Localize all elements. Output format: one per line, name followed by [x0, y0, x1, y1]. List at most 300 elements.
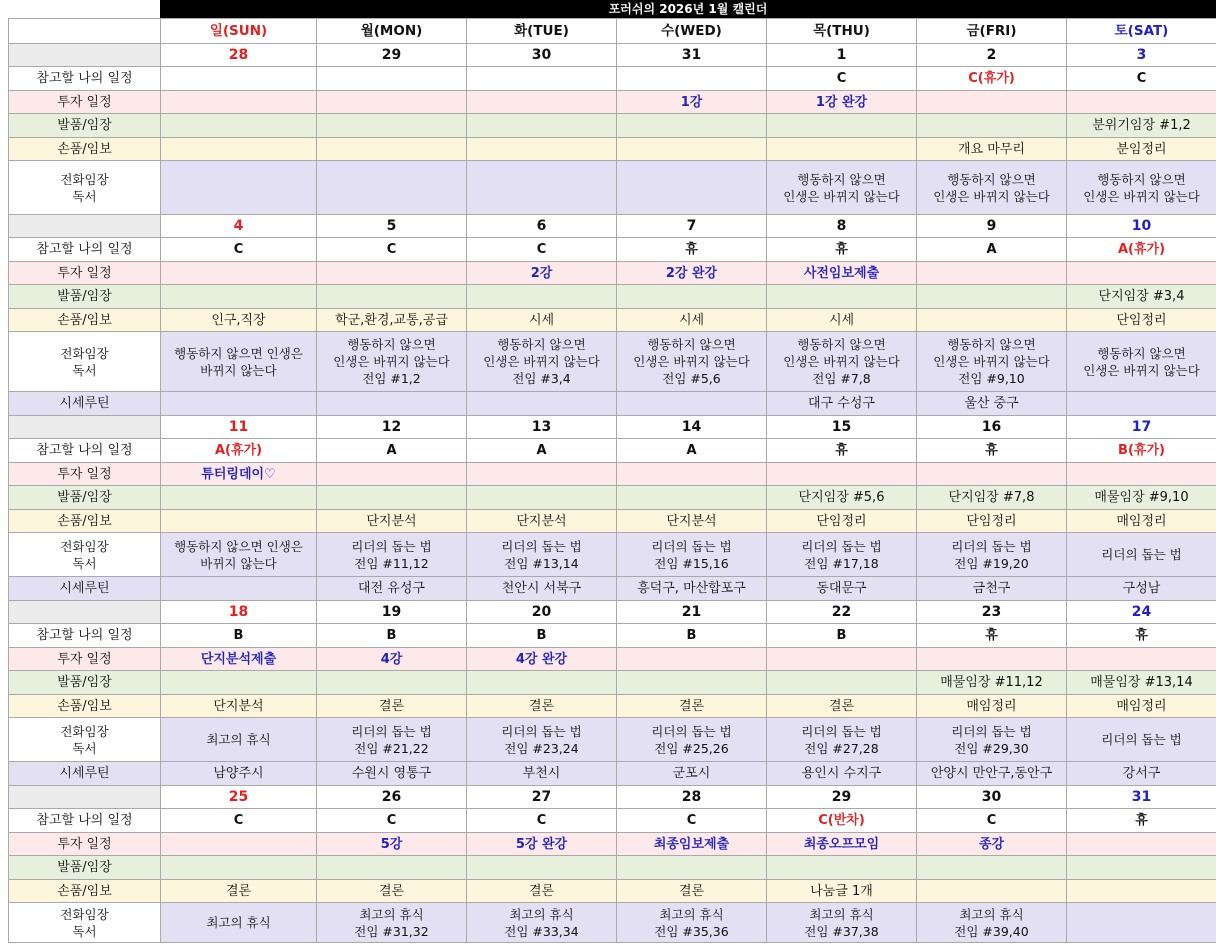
phone-reading-cell — [161, 718, 317, 762]
investment-cell: 5강 완강 — [467, 833, 617, 856]
my-schedule-cell: B — [767, 624, 917, 648]
price-routine-cell: 울산 중구 — [917, 392, 1067, 416]
reading-label: 독서 — [72, 740, 97, 756]
desk-research-cell: 매임정리 — [1067, 510, 1216, 533]
desk-research-cell: 결론 — [317, 695, 467, 718]
date-cell: 12 — [317, 416, 467, 439]
header-corner — [9, 19, 161, 44]
phone-reading-cell — [1067, 533, 1216, 577]
phone-reading-row — [9, 903, 1216, 943]
phone-reading-cell — [317, 332, 467, 392]
field-visit-cell: 단지임장 #5,6 — [767, 486, 917, 510]
my-schedule-cell: 휴 — [1067, 809, 1216, 833]
my-schedule-cell: C — [161, 809, 317, 833]
desk-research-row — [9, 880, 1216, 903]
phone-reading-line: 전임 #3,4 — [512, 371, 571, 386]
investment-cell — [1067, 262, 1216, 285]
desk-research-cell: 매임정리 — [917, 695, 1067, 718]
my-schedule-cell: C — [467, 238, 617, 262]
my-schedule-row — [9, 439, 1216, 463]
price-routine-row — [9, 577, 1216, 601]
phone-reading-cell — [917, 718, 1067, 762]
my-schedule-cell: A — [317, 439, 467, 463]
desk-research-cell: 단임정리 — [1067, 309, 1216, 332]
investment-label: 투자 일정 — [9, 262, 161, 285]
date-cell: 19 — [317, 601, 467, 624]
date-cell: 13 — [467, 416, 617, 439]
desk-research-row — [9, 138, 1216, 161]
investment-cell — [317, 262, 467, 285]
investment-cell — [317, 91, 467, 114]
phone-reading-line: 인생은 바뀌지 않는다 — [933, 188, 1050, 204]
my-schedule-label: 참고할 나의 일정 — [9, 624, 161, 648]
phone-reading-line: 전임 #1,2 — [362, 371, 421, 386]
investment-cell: 4강 완강 — [467, 648, 617, 671]
phone-reading-line: 행동하지 않으면 — [647, 337, 736, 352]
desk-research-cell — [917, 309, 1067, 332]
investment-cell — [161, 262, 317, 285]
phone-reading-line: 리더의 돕는 법 — [1101, 732, 1182, 747]
investment-cell — [317, 463, 467, 486]
field-visit-cell: 단지임장 #7,8 — [917, 486, 1067, 510]
price-routine-cell: 구성남 — [1067, 577, 1216, 601]
field-visit-row — [9, 285, 1216, 309]
field-visit-cell — [767, 114, 917, 138]
date-cell: 31 — [1067, 786, 1216, 809]
price-routine-cell: 강서구 — [1067, 762, 1216, 786]
price-routine-cell: 동대문구 — [767, 577, 917, 601]
phone-reading-cell — [161, 332, 317, 392]
phone-reading-cell — [467, 903, 617, 943]
investment-cell: 1강 완강 — [767, 91, 917, 114]
calendar-body — [9, 19, 1216, 943]
date-cell: 1 — [767, 44, 917, 67]
phone-reading-cell — [917, 533, 1067, 577]
desk-research-cell: 결론 — [467, 880, 617, 903]
field-visit-cell — [317, 856, 467, 880]
investment-cell: 튜터링데이♡ — [161, 463, 317, 486]
my-schedule-cell: A — [617, 439, 767, 463]
field-visit-cell — [317, 486, 467, 510]
investment-cell — [617, 648, 767, 671]
investment-cell: 최종임보제출 — [617, 833, 767, 856]
my-schedule-label: 참고할 나의 일정 — [9, 439, 161, 463]
date-cell: 30 — [467, 44, 617, 67]
date-cell: 6 — [467, 215, 617, 238]
investment-label: 투자 일정 — [9, 648, 161, 671]
weekday-header-row — [9, 19, 1216, 44]
phone-reading-line: 전임 #39,40 — [954, 923, 1029, 939]
field-visit-label: 발품/임장 — [9, 114, 161, 138]
desk-research-cell: 결론 — [767, 695, 917, 718]
date-cell: 5 — [317, 215, 467, 238]
date-cell: 27 — [467, 786, 617, 809]
phone-reading-cell — [917, 161, 1067, 215]
field-visit-cell — [767, 856, 917, 880]
date-cell: 18 — [161, 601, 317, 624]
my-schedule-cell: 휴 — [917, 439, 1067, 463]
desk-research-cell — [767, 138, 917, 161]
date-row-label — [9, 215, 161, 238]
phone-reading-cell — [1067, 718, 1216, 762]
investment-cell — [1067, 648, 1216, 671]
field-visit-cell — [317, 671, 467, 695]
field-visit-cell — [617, 114, 767, 138]
desk-research-cell: 단임정리 — [917, 510, 1067, 533]
phone-reading-line: 행동하지 않으면 — [1097, 171, 1186, 187]
investment-row — [9, 648, 1216, 671]
investment-cell: 단지분석제출 — [161, 648, 317, 671]
phone-reading-cell — [1067, 332, 1216, 392]
investment-cell — [917, 463, 1067, 486]
phone-reading-line: 행동하지 않으면 — [947, 171, 1036, 187]
phone-reading-line: 인생은 바뀌지 않는다 — [483, 354, 600, 369]
price-routine-cell — [161, 392, 317, 416]
field-visit-cell — [467, 486, 617, 510]
desk-research-cell: 개요 마무리 — [917, 138, 1067, 161]
price-routine-label: 시세루틴 — [9, 762, 161, 786]
desk-research-cell: 결론 — [617, 880, 767, 903]
field-visit-cell — [161, 285, 317, 309]
desk-research-label: 손품/임보 — [9, 510, 161, 533]
desk-research-cell — [617, 138, 767, 161]
investment-cell: 4강 — [317, 648, 467, 671]
field-visit-cell: 단지임장 #3,4 — [1067, 285, 1216, 309]
my-schedule-cell: A(휴가) — [161, 439, 317, 463]
field-visit-cell — [917, 114, 1067, 138]
desk-research-cell — [161, 138, 317, 161]
phone-reading-line: 전임 #27,28 — [804, 740, 879, 756]
phone-visit-label: 전화임장 — [60, 723, 109, 739]
my-schedule-cell: C — [161, 238, 317, 262]
investment-cell — [917, 262, 1067, 285]
investment-cell: 1강 — [617, 91, 767, 114]
reading-label: 독서 — [72, 923, 97, 939]
phone-reading-row — [9, 718, 1216, 762]
phone-reading-cell — [467, 332, 617, 392]
date-row — [9, 215, 1216, 238]
desk-research-row — [9, 695, 1216, 718]
desk-research-cell: 단지분석 — [317, 510, 467, 533]
my-schedule-row — [9, 809, 1216, 833]
weekday-fri: 금(FRI) — [917, 19, 1067, 44]
field-visit-label: 발품/임장 — [9, 285, 161, 309]
weekday-tue: 화(TUE) — [467, 19, 617, 44]
desk-research-label: 손품/임보 — [9, 880, 161, 903]
date-cell: 31 — [617, 44, 767, 67]
desk-research-cell: 매임정리 — [1067, 695, 1216, 718]
phone-reading-line: 전임 #33,34 — [504, 923, 579, 939]
my-schedule-cell: C — [1067, 67, 1216, 91]
date-cell: 3 — [1067, 44, 1216, 67]
date-cell: 24 — [1067, 601, 1216, 624]
phone-reading-cell — [617, 533, 767, 577]
desk-research-cell — [161, 510, 317, 533]
phone-reading-label — [9, 161, 161, 215]
desk-research-cell: 시세 — [467, 309, 617, 332]
investment-row — [9, 833, 1216, 856]
phone-reading-line: 전임 #5,6 — [662, 371, 721, 386]
investment-cell: 최종오프모임 — [767, 833, 917, 856]
phone-reading-line: 최고의 휴식 — [809, 906, 874, 922]
investment-cell: 2강 완강 — [617, 262, 767, 285]
phone-reading-line: 리더의 돕는 법 — [351, 723, 432, 739]
my-schedule-cell: 휴 — [767, 439, 917, 463]
price-routine-cell: 흥덕구, 마산합포구 — [617, 577, 767, 601]
phone-reading-line: 리더의 돕는 법 — [951, 538, 1032, 554]
phone-reading-cell — [617, 718, 767, 762]
my-schedule-cell: A — [467, 439, 617, 463]
desk-research-cell: 단지분석 — [467, 510, 617, 533]
phone-reading-cell — [467, 161, 617, 215]
phone-reading-cell — [767, 161, 917, 215]
date-cell: 29 — [767, 786, 917, 809]
investment-cell — [467, 463, 617, 486]
price-routine-cell: 부천시 — [467, 762, 617, 786]
my-schedule-cell: C — [317, 809, 467, 833]
date-cell: 2 — [917, 44, 1067, 67]
investment-cell — [161, 833, 317, 856]
desk-research-cell — [317, 138, 467, 161]
field-visit-row — [9, 114, 1216, 138]
field-visit-cell — [767, 285, 917, 309]
field-visit-row — [9, 856, 1216, 880]
field-visit-cell — [161, 114, 317, 138]
field-visit-label: 발품/임장 — [9, 486, 161, 510]
investment-cell — [617, 463, 767, 486]
phone-reading-label — [9, 533, 161, 577]
desk-research-cell: 시세 — [617, 309, 767, 332]
phone-reading-line: 전임 #9,10 — [958, 371, 1025, 386]
phone-visit-label: 전화임장 — [60, 906, 109, 922]
date-cell: 17 — [1067, 416, 1216, 439]
desk-research-cell: 결론 — [317, 880, 467, 903]
field-visit-cell — [317, 285, 467, 309]
date-cell: 23 — [917, 601, 1067, 624]
price-routine-cell: 수원시 영통구 — [317, 762, 467, 786]
phone-reading-line: 리더의 돕는 법 — [1101, 547, 1182, 562]
phone-reading-line: 행동하지 않으면 인생은 — [174, 345, 303, 361]
desk-research-cell — [917, 880, 1067, 903]
my-schedule-cell: A — [917, 238, 1067, 262]
phone-reading-line: 전임 #35,36 — [654, 923, 729, 939]
field-visit-cell: 매물임장 #11,12 — [917, 671, 1067, 695]
phone-visit-label: 전화임장 — [60, 538, 109, 554]
field-visit-cell — [767, 671, 917, 695]
my-schedule-cell: 휴 — [917, 624, 1067, 648]
phone-reading-cell — [767, 903, 917, 943]
reading-label: 독서 — [72, 555, 97, 571]
field-visit-cell — [617, 671, 767, 695]
phone-reading-line: 행동하지 않으면 — [797, 337, 886, 352]
my-schedule-cell: C — [767, 67, 917, 91]
field-visit-cell — [161, 486, 317, 510]
phone-visit-label: 전화임장 — [60, 345, 109, 361]
field-visit-cell — [1067, 856, 1216, 880]
phone-reading-line: 리더의 돕는 법 — [501, 538, 582, 554]
weekday-wed: 수(WED) — [617, 19, 767, 44]
phone-reading-line: 인생은 바뀌지 않는다 — [783, 354, 900, 369]
my-schedule-cell: 휴 — [767, 238, 917, 262]
date-cell: 15 — [767, 416, 917, 439]
price-routine-label: 시세루틴 — [9, 392, 161, 416]
reading-label: 독서 — [72, 362, 97, 378]
phone-reading-line: 전임 #37,38 — [804, 923, 879, 939]
investment-cell: 사전임보제출 — [767, 262, 917, 285]
price-routine-cell: 군포시 — [617, 762, 767, 786]
phone-reading-line: 리더의 돕는 법 — [801, 538, 882, 554]
price-routine-cell: 금천구 — [917, 577, 1067, 601]
date-row — [9, 786, 1216, 809]
price-routine-cell — [161, 577, 317, 601]
my-schedule-cell — [317, 67, 467, 91]
investment-label: 투자 일정 — [9, 91, 161, 114]
phone-reading-line: 행동하지 않으면 — [797, 171, 886, 187]
price-routine-cell: 대구 수성구 — [767, 392, 917, 416]
phone-reading-line: 리더의 돕는 법 — [951, 723, 1032, 739]
date-row — [9, 44, 1216, 67]
phone-reading-line: 전임 #13,14 — [504, 555, 579, 571]
phone-reading-label — [9, 332, 161, 392]
phone-reading-line: 인생은 바뀌지 않는다 — [633, 354, 750, 369]
phone-reading-cell — [467, 533, 617, 577]
phone-reading-line: 최고의 휴식 — [509, 906, 574, 922]
field-visit-label: 발품/임장 — [9, 856, 161, 880]
date-cell: 26 — [317, 786, 467, 809]
field-visit-row — [9, 486, 1216, 510]
field-visit-cell: 분위기임장 #1,2 — [1067, 114, 1216, 138]
investment-row — [9, 91, 1216, 114]
date-cell: 21 — [617, 601, 767, 624]
price-routine-row — [9, 392, 1216, 416]
desk-research-row — [9, 309, 1216, 332]
price-routine-cell: 대전 유성구 — [317, 577, 467, 601]
investment-cell — [1067, 833, 1216, 856]
date-cell: 8 — [767, 215, 917, 238]
date-cell: 11 — [161, 416, 317, 439]
date-cell: 22 — [767, 601, 917, 624]
phone-reading-cell — [317, 903, 467, 943]
phone-reading-cell — [917, 903, 1067, 943]
phone-reading-line: 최고의 휴식 — [359, 906, 424, 922]
phone-visit-label: 전화임장 — [60, 171, 109, 187]
my-schedule-cell — [161, 67, 317, 91]
field-visit-cell — [917, 285, 1067, 309]
reading-label: 독서 — [72, 188, 97, 204]
desk-research-cell: 인구,직장 — [161, 309, 317, 332]
my-schedule-cell: B(휴가) — [1067, 439, 1216, 463]
phone-reading-line: 인생은 바뀌지 않는다 — [333, 354, 450, 369]
date-cell: 16 — [917, 416, 1067, 439]
my-schedule-label: 참고할 나의 일정 — [9, 67, 161, 91]
phone-reading-line: 전임 #29,30 — [954, 740, 1029, 756]
desk-research-cell: 단지분석 — [161, 695, 317, 718]
investment-cell — [467, 91, 617, 114]
field-visit-cell — [161, 671, 317, 695]
field-visit-cell — [917, 856, 1067, 880]
my-schedule-row — [9, 624, 1216, 648]
phone-reading-line: 최고의 휴식 — [206, 732, 271, 747]
phone-reading-line: 인생은 바뀌지 않는다 — [783, 188, 900, 204]
price-routine-cell — [317, 392, 467, 416]
field-visit-label: 발품/임장 — [9, 671, 161, 695]
field-visit-cell — [161, 856, 317, 880]
phone-reading-line: 전임 #7,8 — [812, 371, 871, 386]
calendar-table — [8, 18, 1216, 943]
phone-reading-line: 행동하지 않으면 — [497, 337, 586, 352]
field-visit-row — [9, 671, 1216, 695]
price-routine-cell — [617, 392, 767, 416]
field-visit-cell — [617, 856, 767, 880]
phone-reading-line: 리더의 돕는 법 — [501, 723, 582, 739]
investment-cell: 5강 — [317, 833, 467, 856]
date-cell: 25 — [161, 786, 317, 809]
phone-reading-cell — [1067, 161, 1216, 215]
date-row — [9, 416, 1216, 439]
price-routine-cell — [1067, 392, 1216, 416]
date-row-label — [9, 44, 161, 67]
field-visit-cell — [467, 114, 617, 138]
field-visit-cell — [467, 856, 617, 880]
phone-reading-cell — [767, 718, 917, 762]
phone-reading-line: 행동하지 않으면 — [347, 337, 436, 352]
date-cell: 4 — [161, 215, 317, 238]
desk-research-cell — [1067, 880, 1216, 903]
price-routine-cell — [467, 392, 617, 416]
phone-reading-line: 인생은 바뀌지 않는다 — [933, 354, 1050, 369]
my-schedule-cell: B — [467, 624, 617, 648]
field-visit-cell — [317, 114, 467, 138]
my-schedule-row — [9, 238, 1216, 262]
desk-research-cell: 결론 — [617, 695, 767, 718]
date-cell: 7 — [617, 215, 767, 238]
field-visit-cell — [617, 486, 767, 510]
phone-reading-line: 전임 #21,22 — [354, 740, 429, 756]
investment-cell — [767, 463, 917, 486]
my-schedule-cell: B — [617, 624, 767, 648]
my-schedule-cell: A(휴가) — [1067, 238, 1216, 262]
my-schedule-cell: 휴 — [617, 238, 767, 262]
phone-reading-line: 전임 #25,26 — [654, 740, 729, 756]
investment-label: 투자 일정 — [9, 833, 161, 856]
desk-research-cell: 단임정리 — [767, 510, 917, 533]
desk-research-cell: 분임정리 — [1067, 138, 1216, 161]
desk-research-cell: 단지분석 — [617, 510, 767, 533]
price-routine-cell: 용인시 수지구 — [767, 762, 917, 786]
phone-reading-cell — [317, 161, 467, 215]
phone-reading-cell — [161, 161, 317, 215]
phone-reading-cell — [317, 718, 467, 762]
price-routine-row — [9, 762, 1216, 786]
investment-cell: 2강 — [467, 262, 617, 285]
phone-reading-cell — [161, 903, 317, 943]
date-cell: 29 — [317, 44, 467, 67]
my-schedule-cell: C — [467, 809, 617, 833]
date-cell: 9 — [917, 215, 1067, 238]
weekday-sat: 토(SAT) — [1067, 19, 1216, 44]
phone-reading-line: 리더의 돕는 법 — [651, 538, 732, 554]
desk-research-cell: 결론 — [467, 695, 617, 718]
phone-reading-line: 행동하지 않으면 인생은 — [174, 538, 303, 554]
phone-reading-line: 최고의 휴식 — [959, 906, 1024, 922]
phone-reading-label — [9, 718, 161, 762]
phone-reading-cell — [617, 903, 767, 943]
phone-reading-label — [9, 903, 161, 943]
my-schedule-cell: C — [317, 238, 467, 262]
investment-cell — [917, 91, 1067, 114]
phone-reading-cell — [317, 533, 467, 577]
desk-research-row — [9, 510, 1216, 533]
